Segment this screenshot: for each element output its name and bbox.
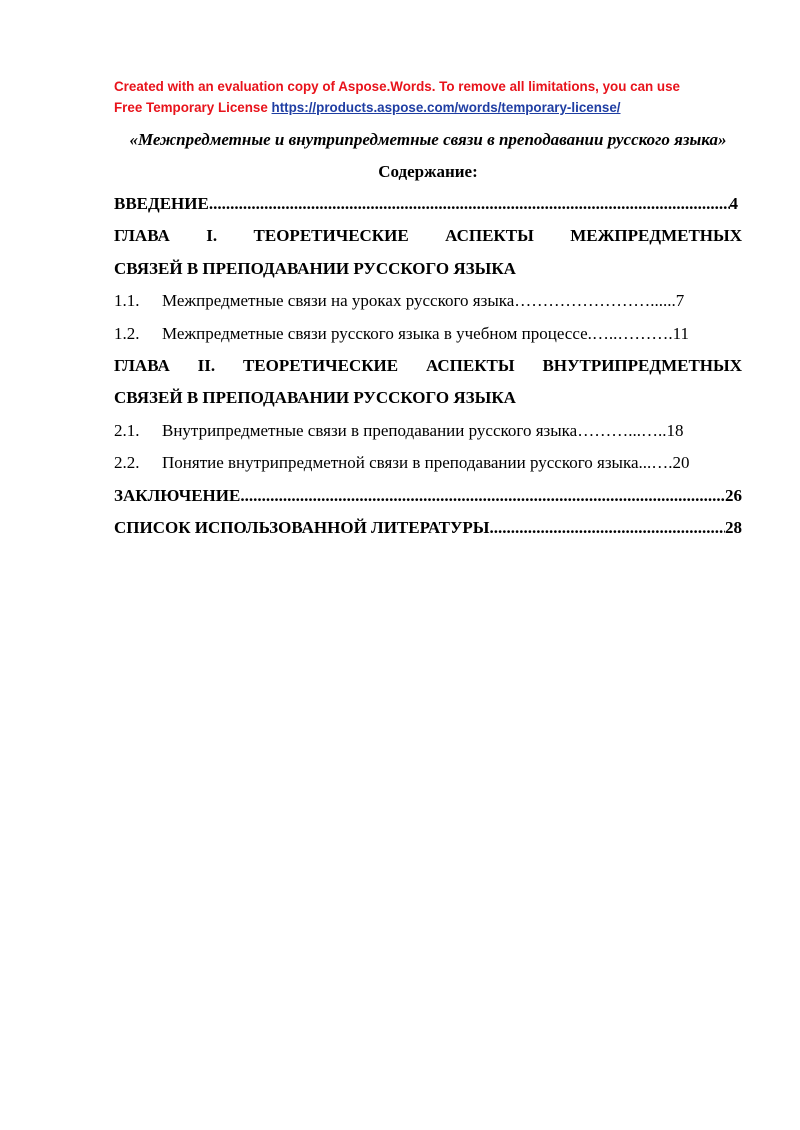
toc-leader-dots: ………...….. — [577, 420, 667, 440]
toc-heading: Содержание: — [378, 162, 478, 181]
toc-leader-dots: .…..………. — [587, 323, 673, 343]
toc-page-number: 28 — [725, 517, 742, 537]
toc-section-number: 2.1. — [114, 420, 140, 440]
toc-entry-chapter2-line1[interactable]: ГЛАВА II. ТЕОРЕТИЧЕСКИЕ АСПЕКТЫ ВНУТРИПРЕДМЕТНЫХ — [114, 355, 742, 375]
toc-entry-chapter1-line1[interactable]: ГЛАВА I. ТЕОРЕТИЧЕСКИЕ АСПЕКТЫ МЕЖПРЕДМЕТНЫХ — [114, 226, 742, 246]
toc-leader-dots — [490, 512, 726, 544]
toc-section-number: 2.2. — [114, 453, 140, 473]
toc-leader-dots — [209, 188, 730, 220]
toc-page-number: 11 — [672, 323, 690, 343]
toc-entry-label: Межпредметные связи русского языка в учебном процессе — [162, 323, 588, 343]
toc-page-number: 18 — [666, 420, 684, 440]
toc-entry-references[interactable] — [114, 512, 742, 544]
toc-entry-section-2-2[interactable] — [114, 447, 742, 479]
toc-page-number: 20 — [672, 453, 690, 473]
toc-entry-label: ЗАКЛЮЧЕНИЕ — [114, 485, 241, 505]
toc-entry-label: ВВЕДЕНИЕ — [114, 194, 209, 213]
evaluation-notice-line2: Free Temporary License — [114, 100, 272, 115]
toc-entry-label: Понятие внутрипредметной связи в преподавании русского языка — [162, 453, 639, 473]
toc-leader-dots — [240, 480, 725, 512]
toc-entry-chapter1-line2[interactable]: СВЯЗЕЙ В ПРЕПОДАВАНИИ РУССКОГО ЯЗЫКА — [114, 258, 516, 278]
toc-entry-intro[interactable] — [114, 188, 742, 220]
toc-page-number: 4 — [729, 194, 738, 213]
toc-section-number: 1.2. — [114, 323, 140, 343]
toc-leader-dots: ……………………...... — [514, 291, 676, 311]
toc-entry-label: Межпредметные связи на уроках русского языка — [162, 291, 515, 311]
toc-entry-section-2-1[interactable] — [114, 415, 742, 447]
toc-page-number: 26 — [725, 485, 742, 505]
temporary-license-link[interactable]: https://products.aspose.com/words/temporary-license/ — [271, 100, 621, 115]
toc-leader-dots: ...…. — [638, 453, 673, 473]
evaluation-notice-line1: Created with an evaluation copy of Aspose.Words. To remove all limitations, you can use — [114, 79, 681, 94]
toc-entry-chapter2-line2[interactable]: СВЯЗЕЙ В ПРЕПОДАВАНИИ РУССКОГО ЯЗЫКА — [114, 388, 516, 408]
toc-entry-conclusion[interactable] — [114, 480, 742, 512]
document-page — [114, 76, 742, 544]
toc-entry-label: СПИСОК ИСПОЛЬЗОВАННОЙ ЛИТЕРАТУРЫ — [114, 517, 490, 537]
document-title: «Межпредметные и внутрипредметные связи в преподавании русского языка» — [129, 130, 727, 149]
toc-page-number: 7 — [675, 291, 685, 311]
toc-entry-label: Внутрипредметные связи в преподавании русского языка — [162, 420, 578, 440]
evaluation-notice — [114, 76, 742, 118]
toc-section-number: 1.1. — [114, 291, 140, 311]
table-of-contents — [114, 188, 742, 544]
toc-entry-section-1-2[interactable] — [114, 318, 742, 350]
toc-entry-section-1-1[interactable] — [114, 285, 742, 317]
